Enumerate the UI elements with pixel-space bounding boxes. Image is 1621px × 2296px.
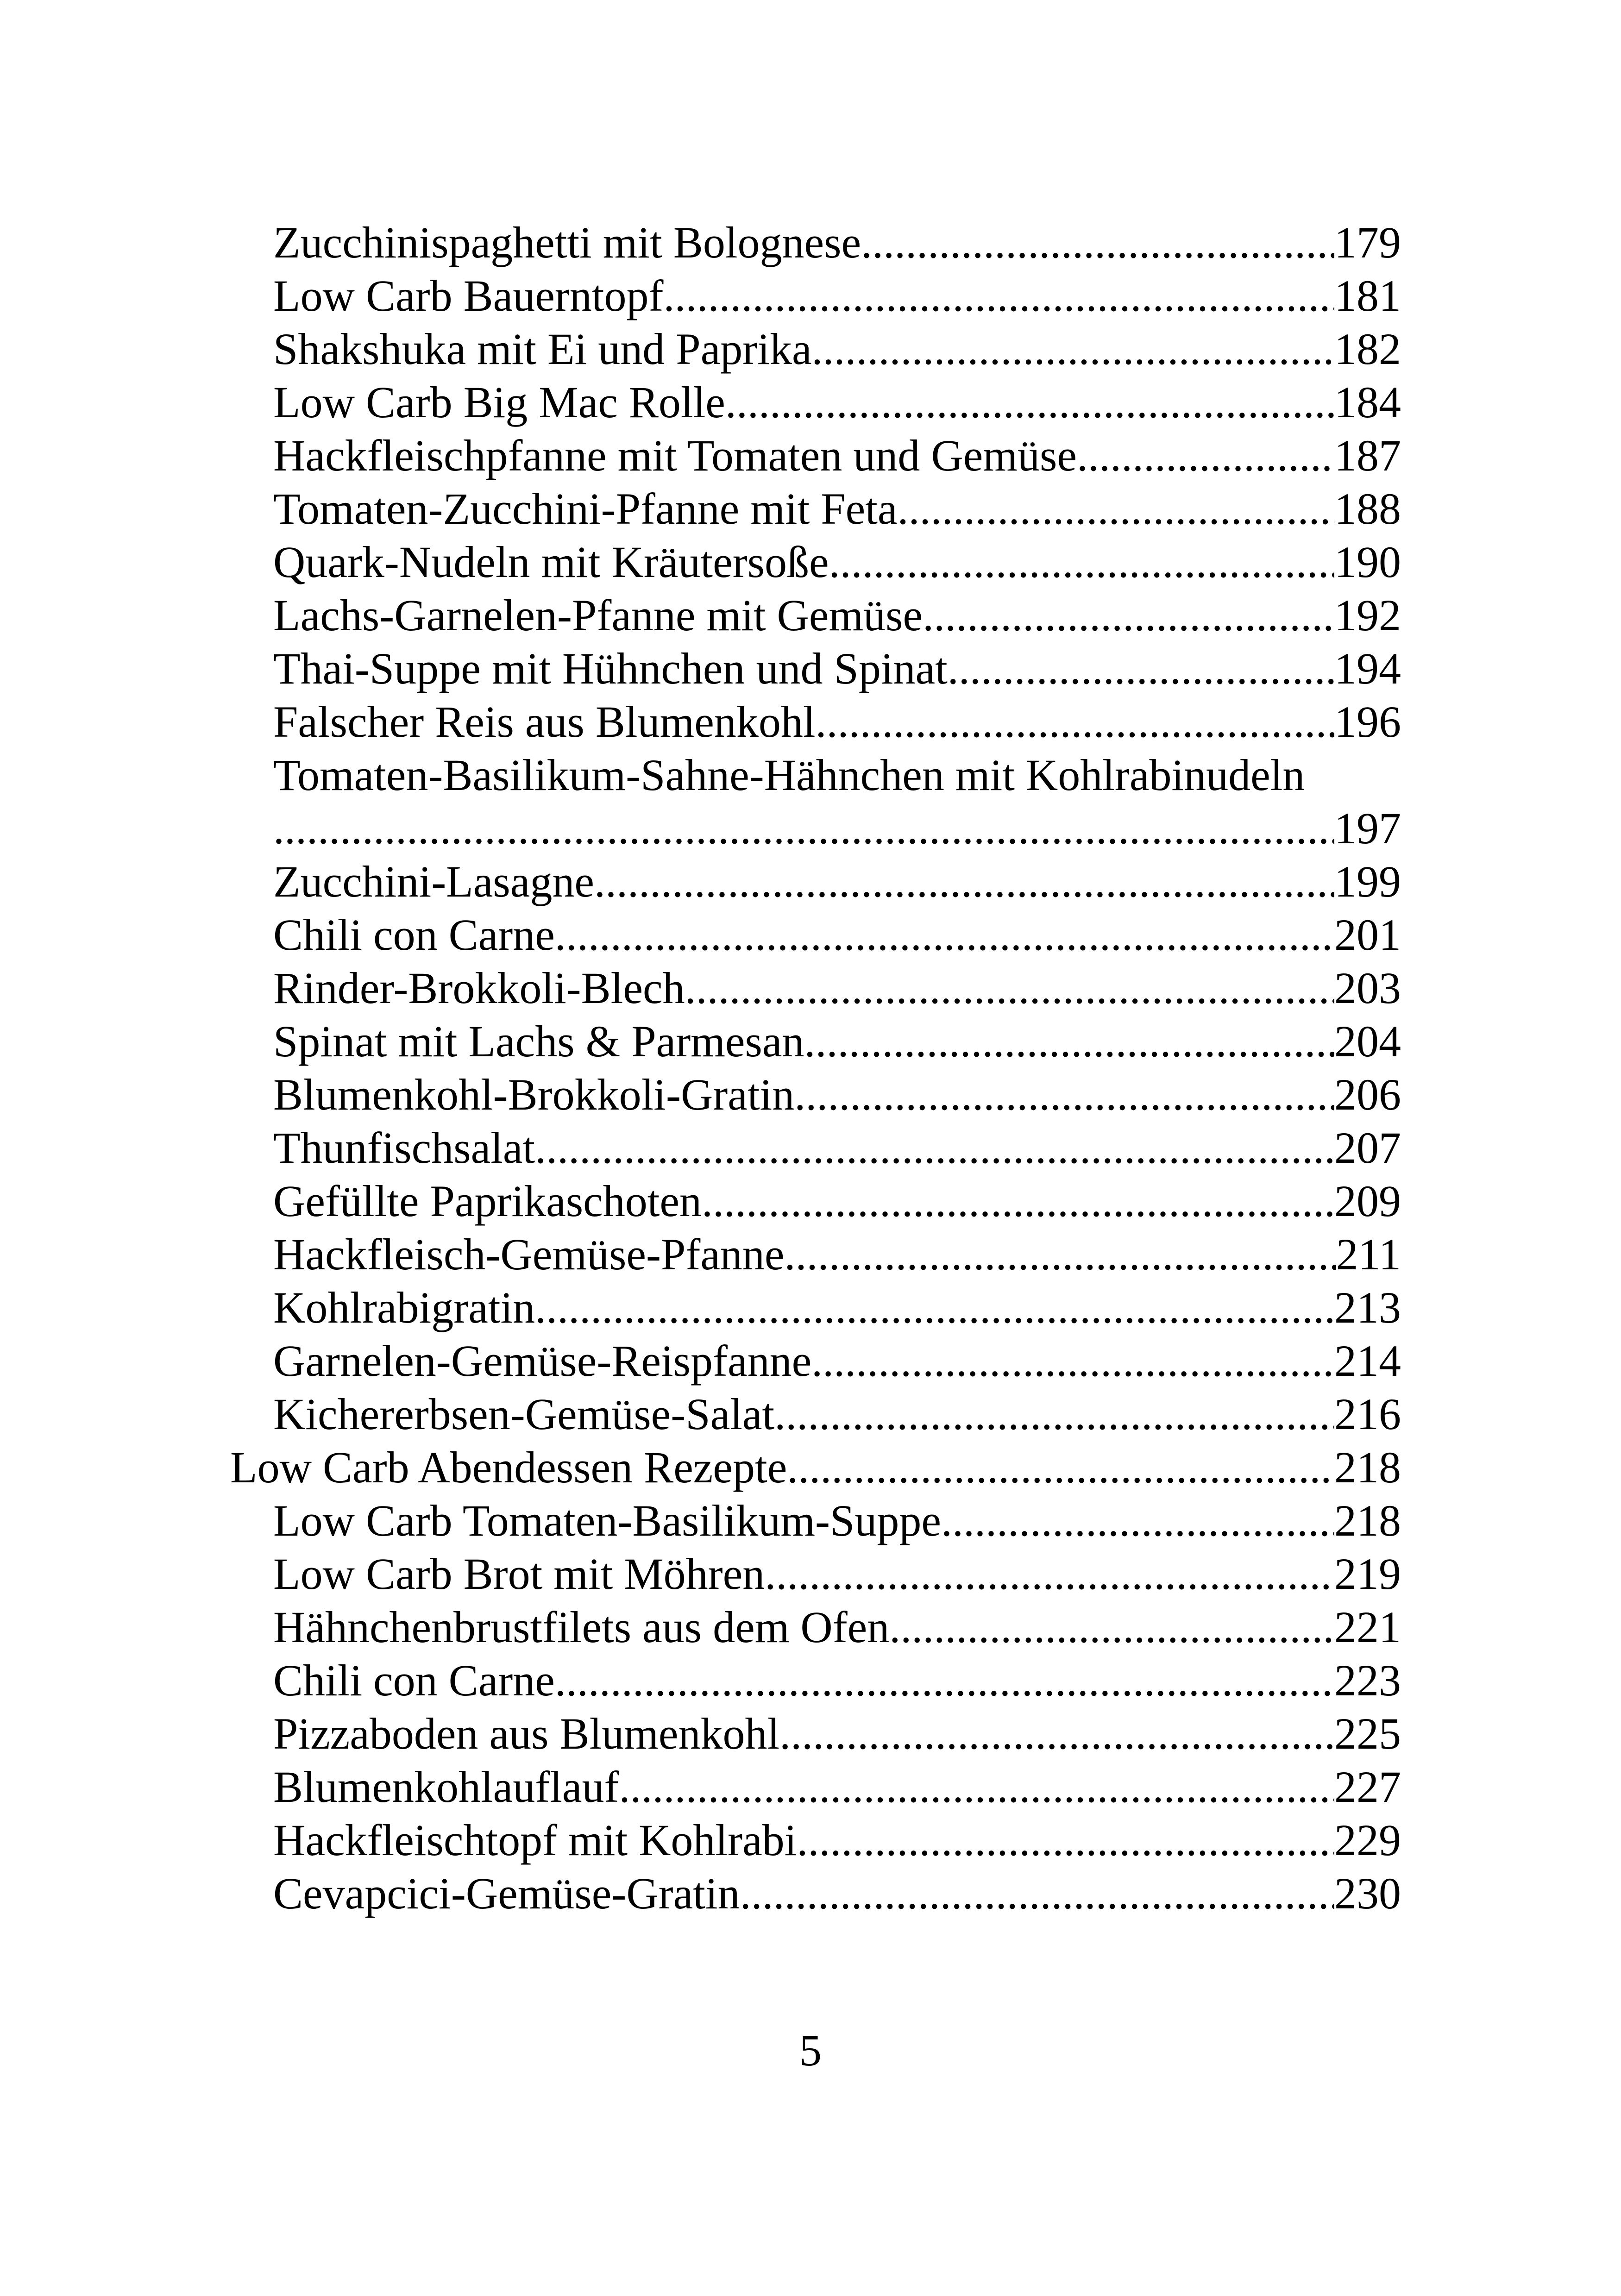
toc-entry-page: 223 (1334, 1656, 1401, 1705)
toc-entry-title: Falscher Reis aus Blumenkohl (273, 697, 816, 747)
toc-entry-page: 199 (1334, 857, 1401, 906)
toc-dot-leader (898, 482, 1334, 535)
toc-entry (230, 322, 1401, 376)
toc-entry-title: Chili con Carne (273, 1656, 555, 1705)
toc-entry (230, 482, 1401, 535)
toc-dot-leader (779, 1707, 1334, 1760)
toc-entry (230, 1760, 1401, 1813)
toc-entry-page: 181 (1334, 271, 1401, 320)
toc-entry (230, 1707, 1401, 1760)
toc-entry (230, 1121, 1401, 1174)
toc-entry-title: Rinder-Brokkoli-Blech (273, 963, 685, 1013)
toc-entry (230, 1547, 1401, 1600)
page-number: 5 (799, 2026, 822, 2075)
toc-entry-title: Low Carb Tomaten-Basilikum-Suppe (273, 1496, 941, 1545)
toc-entry-title: Chili con Carne (273, 910, 555, 960)
toc-entry-page: 206 (1334, 1070, 1401, 1119)
toc-entry-title: Blumenkohlauflauf (273, 1762, 619, 1812)
toc-entry (230, 695, 1401, 748)
toc-dot-leader (663, 269, 1334, 322)
toc-dot-leader (765, 1547, 1334, 1600)
toc-entry-page: 221 (1334, 1602, 1401, 1652)
toc-entry-page: 190 (1334, 537, 1401, 587)
toc-entry-title: Hackfleisch-Gemüse-Pfanne (273, 1230, 785, 1279)
toc-dot-leader (740, 1867, 1334, 1920)
toc-entry (230, 1494, 1401, 1547)
toc-entry-title: Low Carb Big Mac Rolle (273, 377, 725, 427)
toc-entry-page: 225 (1334, 1709, 1401, 1758)
toc-dot-leader (535, 1121, 1334, 1174)
toc-entry-page: 213 (1334, 1283, 1401, 1332)
toc-entry-page: 211 (1336, 1230, 1401, 1279)
table-of-contents (230, 216, 1401, 1920)
toc-entry-title: Kohlrabigratin (273, 1283, 535, 1332)
toc-entry (230, 269, 1401, 322)
toc-section-entry (230, 1441, 1401, 1494)
toc-dot-leader (273, 802, 1334, 855)
toc-entry (230, 1387, 1401, 1441)
toc-dot-leader (594, 855, 1334, 908)
toc-entry-title: Blumenkohl-Brokkoli-Gratin (273, 1070, 795, 1119)
toc-dot-leader (811, 1334, 1334, 1387)
toc-entry-page: 209 (1334, 1176, 1401, 1226)
toc-entry-title: Hackfleischpfanne mit Tomaten und Gemüse (273, 431, 1077, 480)
toc-dot-leader (787, 1441, 1334, 1494)
toc-entry-page: 196 (1334, 697, 1401, 747)
toc-entry-title: Lachs-Garnelen-Pfanne mit Gemüse (273, 590, 923, 640)
toc-entry-title: Garnelen-Gemüse-Reispfanne (273, 1336, 812, 1386)
toc-entry-page: 194 (1334, 644, 1401, 693)
toc-entry-title: Tomaten-Zucchini-Pfanne mit Feta (273, 484, 898, 533)
toc-entry-title: Quark-Nudeln mit Kräutersoße (273, 537, 829, 587)
toc-entry (230, 1867, 1401, 1920)
toc-entry (230, 535, 1401, 589)
toc-dot-leader (812, 322, 1334, 376)
toc-dot-leader (555, 1654, 1334, 1707)
toc-dot-leader (785, 1228, 1336, 1281)
toc-dot-leader (555, 908, 1334, 961)
toc-entry-page: 187 (1334, 431, 1401, 480)
toc-entry-title: Low Carb Bauerntopf (273, 271, 664, 320)
toc-dot-leader (948, 642, 1334, 695)
toc-entry-title: Gefüllte Paprikaschoten (273, 1176, 702, 1226)
toc-entry-title: Shakshuka mit Ei und Paprika (273, 324, 812, 374)
toc-entry (230, 1015, 1401, 1068)
toc-entry-page: 207 (1334, 1123, 1401, 1173)
toc-entry-page: 204 (1334, 1016, 1401, 1066)
toc-entry-title: Zucchinispaghetti mit Bolognese (273, 218, 861, 267)
toc-dot-leader (829, 535, 1334, 589)
toc-entry (230, 1281, 1401, 1334)
toc-dot-leader (941, 1494, 1334, 1547)
toc-entry-title: Thunfischsalat (273, 1123, 535, 1173)
toc-dot-leader (1077, 429, 1334, 482)
toc-entry-page: 214 (1334, 1336, 1401, 1386)
toc-entry-page: 188 (1334, 484, 1401, 533)
toc-dot-leader (804, 1015, 1334, 1068)
toc-entry-page: 218 (1334, 1443, 1401, 1492)
toc-dot-leader (725, 376, 1334, 429)
toc-entry (230, 1600, 1401, 1654)
toc-entry (230, 908, 1401, 961)
toc-dot-leader (923, 589, 1334, 642)
toc-entry-page: 230 (1334, 1869, 1401, 1918)
toc-entry-page: 203 (1334, 963, 1401, 1013)
toc-entry (230, 1813, 1401, 1867)
toc-entry (230, 429, 1401, 482)
toc-entry-page: 197 (1334, 803, 1401, 853)
toc-dot-leader (816, 695, 1334, 748)
toc-entry-title: Kichererbsen-Gemüse-Salat (273, 1389, 775, 1439)
toc-entry (230, 961, 1401, 1015)
toc-dot-leader (794, 1068, 1334, 1121)
toc-entry (230, 1654, 1401, 1707)
toc-entry (230, 1334, 1401, 1387)
toc-entry-title: Tomaten-Basilikum-Sahne-Hähnchen mit Kohlrabinudeln (273, 750, 1305, 800)
toc-dot-leader (889, 1600, 1334, 1654)
toc-entry-page: 182 (1334, 324, 1401, 374)
toc-entry-page: 218 (1334, 1496, 1401, 1545)
toc-entry-title: Low Carb Brot mit Möhren (273, 1549, 765, 1599)
toc-entry-page: 184 (1334, 377, 1401, 427)
toc-entry-page: 227 (1334, 1762, 1401, 1812)
toc-entry (230, 589, 1401, 642)
toc-entry-page: 201 (1334, 910, 1401, 960)
toc-entry (230, 1068, 1401, 1121)
toc-dot-leader (861, 216, 1334, 269)
toc-entry (230, 216, 1401, 269)
toc-entry (230, 1174, 1401, 1228)
toc-entry-page: 192 (1334, 590, 1401, 640)
toc-dot-leader (619, 1760, 1334, 1813)
toc-entry (230, 642, 1401, 695)
toc-dot-leader (535, 1281, 1334, 1334)
toc-entry-page: 179 (1334, 218, 1401, 267)
toc-entry-page: 229 (1334, 1815, 1401, 1865)
toc-entry-title: Cevapcici-Gemüse-Gratin (273, 1869, 740, 1918)
toc-entry-title: Thai-Suppe mit Hühnchen und Spinat (273, 644, 948, 693)
toc-entry-title: Hackfleischtopf mit Kohlrabi (273, 1815, 797, 1865)
toc-entry-title: Spinat mit Lachs & Parmesan (273, 1016, 804, 1066)
toc-entry-title: Pizzaboden aus Blumenkohl (273, 1709, 780, 1758)
toc-dot-leader (702, 1174, 1334, 1228)
toc-entry (230, 376, 1401, 429)
toc-entry (230, 855, 1401, 908)
toc-dot-leader (774, 1387, 1334, 1441)
toc-entry-title: Zucchini-Lasagne (273, 857, 594, 906)
toc-entry-title: Low Carb Abendessen Rezepte (230, 1443, 787, 1492)
toc-entry-title: Hähnchenbrustfilets aus dem Ofen (273, 1602, 890, 1652)
toc-dot-leader (797, 1813, 1334, 1867)
toc-entry (230, 802, 1401, 855)
toc-dot-leader (685, 961, 1334, 1015)
toc-entry (230, 1228, 1401, 1281)
toc-entry-page: 216 (1334, 1389, 1401, 1439)
toc-entry-page: 219 (1334, 1549, 1401, 1599)
